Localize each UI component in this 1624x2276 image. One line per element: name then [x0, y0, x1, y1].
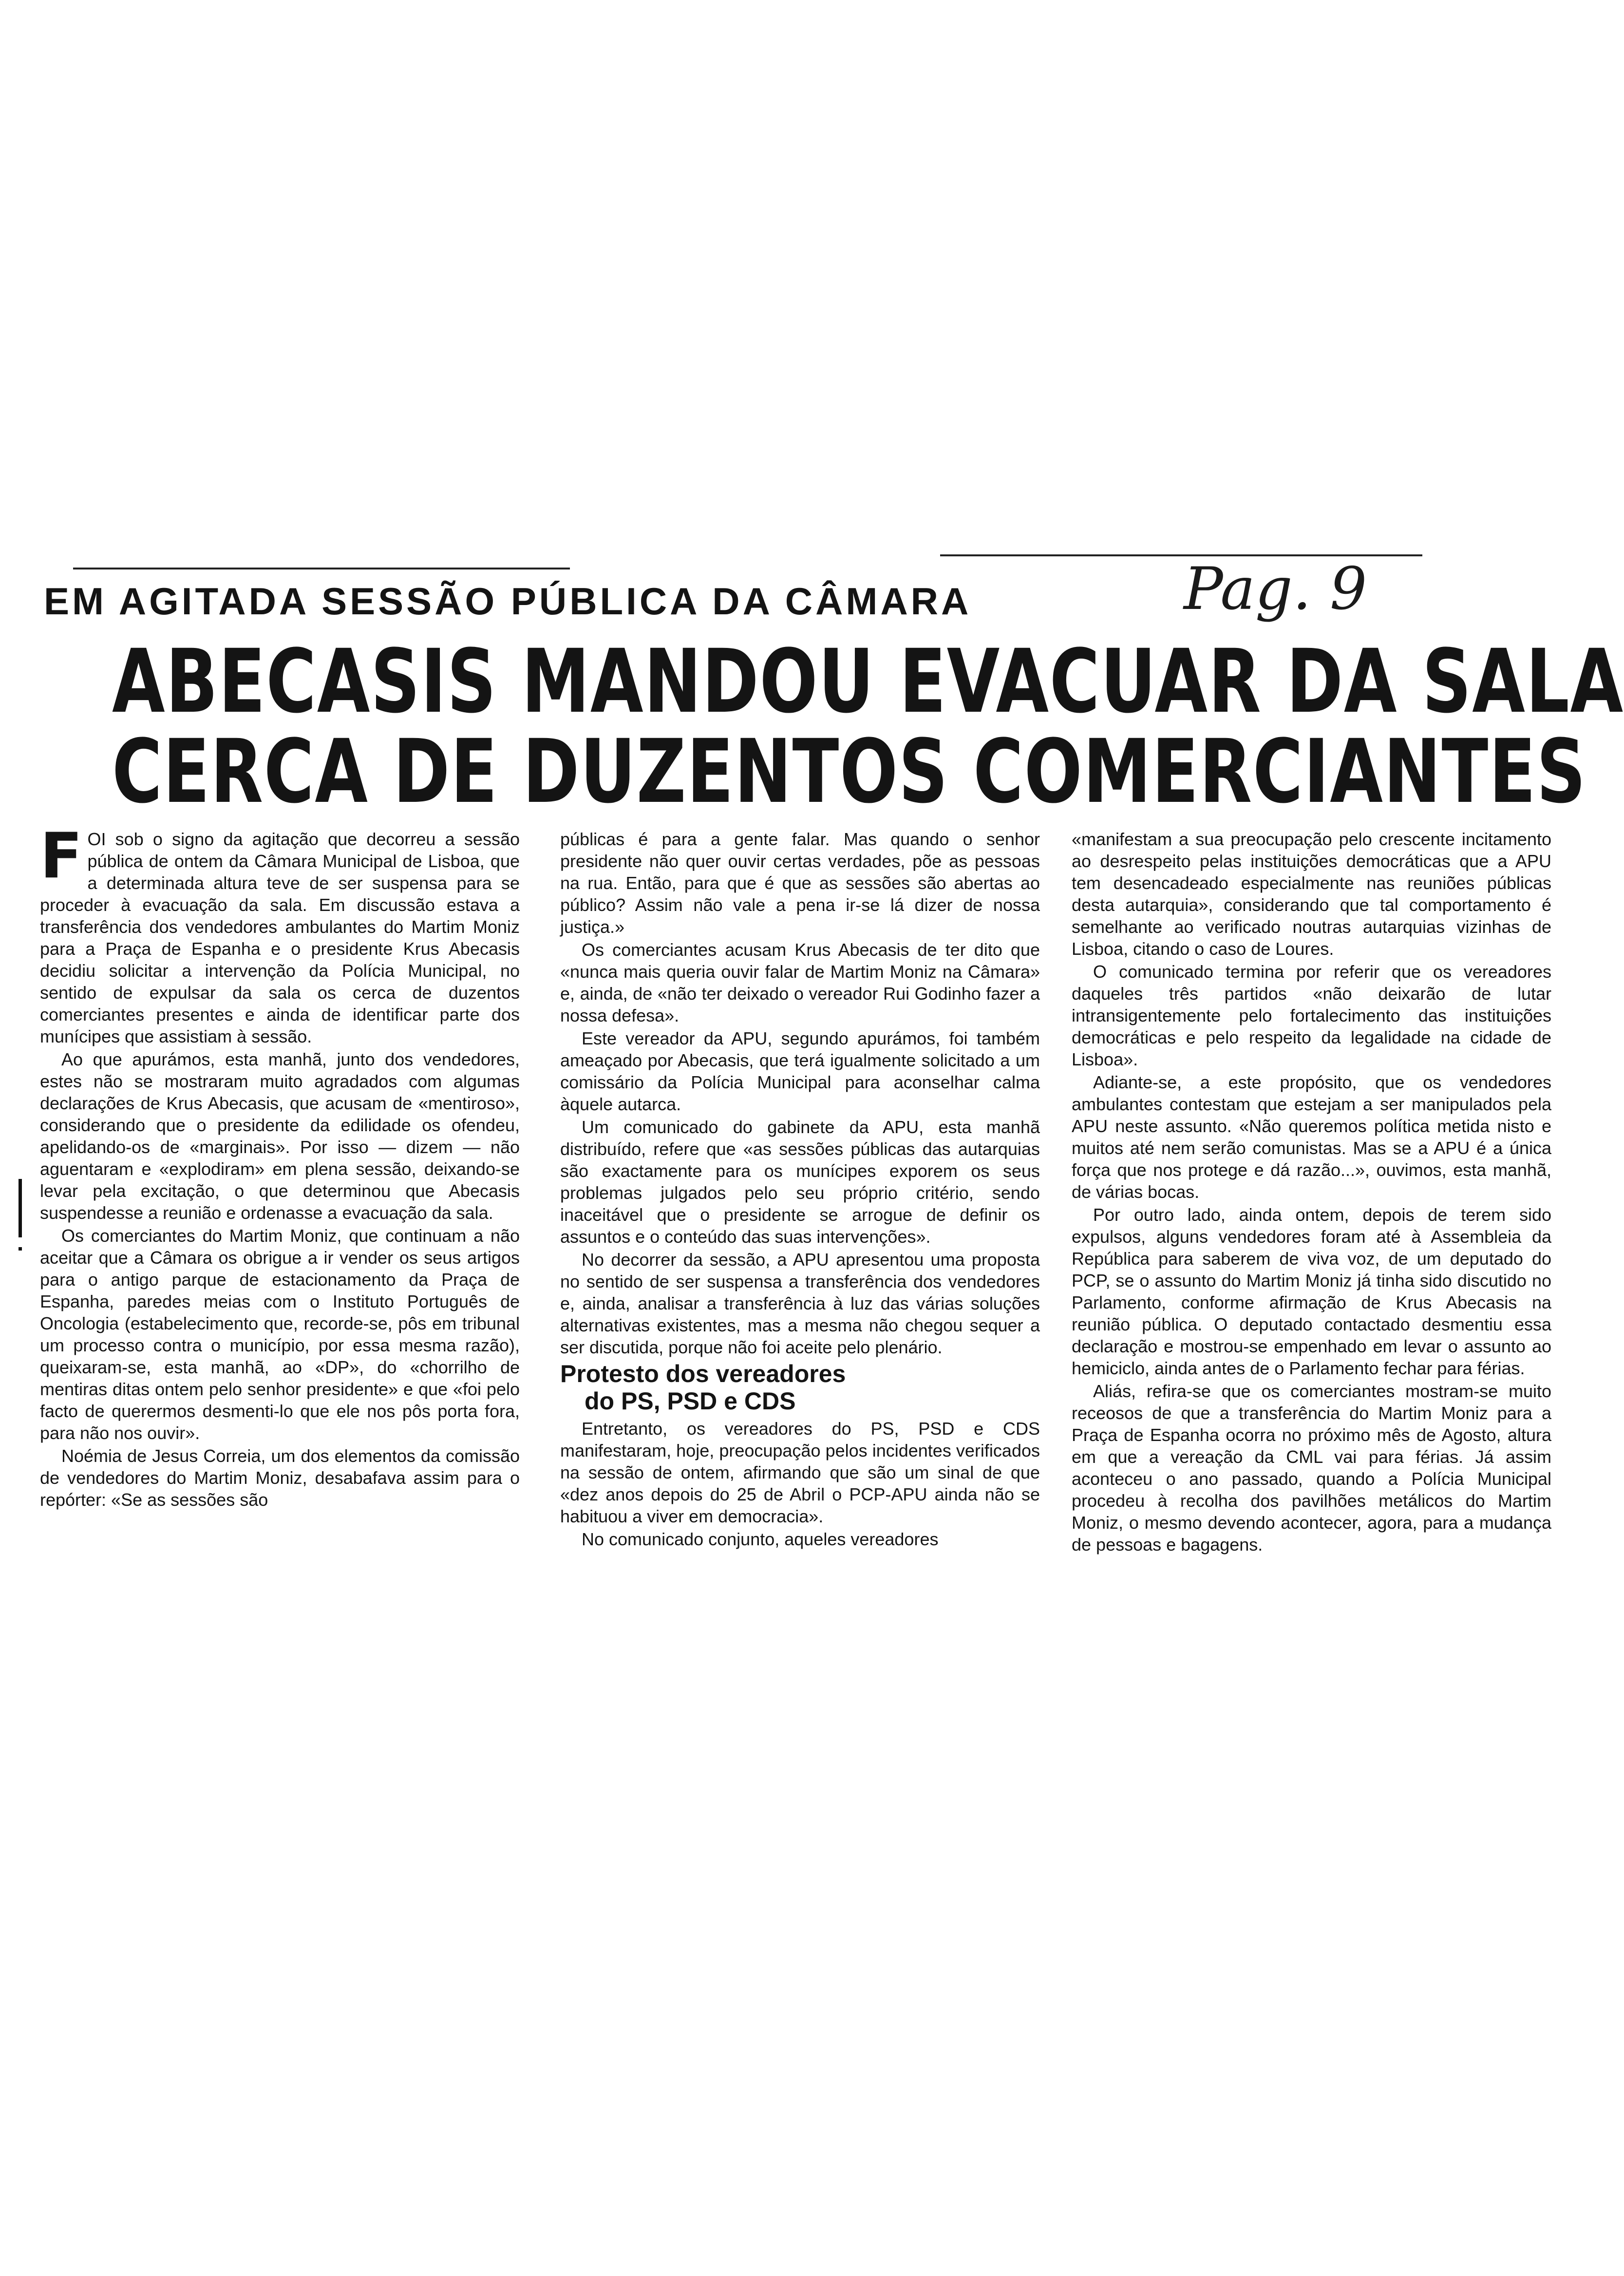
- paragraph-text: OI sob o signo da agitação que decorreu a sessão pública de ontem da Câmara Municipal de Lisboa, que a determinada altura teve de ser suspensa para se proceder à evacuação da sala. Em discussão estava a transferência dos vendedores ambulantes do Martim Moniz para a Praça de Espanha e o presidente Krus Abecasis decidiu solicitar a intervenção da Polícia Municipal, no sentido de expulsar da sala os cerca de duzentos comerciantes presentes e ainda de identificar parte dos munícipes que assistiam à sessão.: [40, 829, 520, 1046]
- paragraph: Noémia de Jesus Correia, um dos elementos da comissão de vendedores do Martim Moniz, desabafava assim para o repórter: «Se as sessões são: [40, 1446, 520, 1510]
- top-rule-left: [73, 568, 570, 569]
- subheading: [560, 1360, 1040, 1415]
- paragraph: O comunicado termina por referir que os vereadores daqueles três partidos «não deixarão de lutar intransigentemente pelo fortalecimento das instituições democráticas e pelo respeito da legalidade na cidade de Lisboa».: [1072, 962, 1551, 1069]
- paragraph: Por outro lado, ainda ontem, depois de terem sido expulsos, alguns vendedores foram até à Assembleia da República para saberem de viva voz, de um deputado do PCP, se o assunto do Martim Moniz já tinha sido discutido no Parlamento, conforme afirmação de Krus Abecasis na reunião pública. O deputado contactado desmentiu essa declaração e mostrou-se empenhado em levar o assunto ao hemiciclo, ainda antes de o Parlamento fechar para férias.: [1072, 1205, 1551, 1378]
- kicker: EM AGITADA SESSÃO PÚBLICA DA CÂMARA: [44, 580, 972, 623]
- paragraph: Um comunicado do gabinete da APU, esta manhã distribuído, refere que «as sessões públicas das autarquias são exactamente para os munícipes exporem os seus problemas julgados pelo seu próprio critério, sendo inaceitável que o presidente se arrogue de definir os assuntos e o conteúdo das suas intervenções».: [560, 1117, 1040, 1247]
- paragraph: Ao que apurámos, esta manhã, junto dos vendedores, estes não se mostraram muito agradados com algumas declarações de Krus Abecasis, que acusam de «mentiroso», considerando que o presidente da edilidade os ofendeu, apelidando-os de «marginais». Por isso — dizem — não aguentaram e «explodiram» em plena sessão, deixando-se levar pela excitação, o que determinou que Abecasis suspendesse a reunião e ordenasse a evacuação da sala.: [40, 1049, 520, 1223]
- column-1: [40, 820, 520, 1520]
- subheading-line-1: Protesto dos vereadores: [560, 1360, 846, 1387]
- paragraph: [40, 820, 520, 1047]
- paragraph: Os comerciantes acusam Krus Abecasis de ter dito que «nunca mais queria ouvir falar de Martim Moniz na Câmara» e, ainda, de «não ter deixado o vereador Rui Godinho fazer a nossa defesa».: [560, 940, 1040, 1025]
- paragraph: públicas é para a gente falar. Mas quando o senhor presidente não quer ouvir certas verdades, põe as pessoas na rua. Então, para que é que as sessões são abertas ao público? Assim não vale a pena ir-se lá dizer de nossa justiça.»: [560, 829, 1040, 937]
- headline-line-2: CERCA DE DUZENTOS COMERCIANTES: [112, 721, 1587, 823]
- paragraph: Aliás, refira-se que os comerciantes mostram-se muito receosos de que a transferência do Martim Moniz para a Praça de Espanha ocorra no próximo mês de Agosto, altura em que a vereação da CML vai para férias. Já assim aconteceu o ano passado, quando a Polícia Municipal procedeu à recolha dos pavilhões metálicos do Martim Moniz, o mesmo devendo acontecer, agora, para a mudança de pessoas e bagagens.: [1072, 1381, 1551, 1555]
- column-3: [1072, 828, 1551, 1555]
- paragraph: No comunicado conjunto, aqueles vereadores: [582, 1529, 939, 1549]
- column-2: [560, 828, 1040, 1549]
- paragraph: Este vereador da APU, segundo apurámos, foi também ameaçado por Abecasis, que terá igualmente solicitado a um comissário da Polícia Municipal para aconselhar calma àquele autarca.: [560, 1028, 1040, 1114]
- paragraph: No decorrer da sessão, a APU apresentou uma proposta no sentido de ser suspensa a transferência dos vendedores e, ainda, analisar a transferência à luz das várias soluções alternativas existentes, mas a mesma não chegou sequer a ser discutida, porque não foi aceite pelo plenário.: [560, 1250, 1040, 1357]
- dropcap: F: [40, 820, 83, 892]
- handwritten-page-note: Pag. 9: [1184, 555, 1367, 623]
- paragraph: Entretanto, os vereadores do PS, PSD e CDS manifestaram, hoje, preocupação pelos incidentes verificados na sessão de ontem, afirmando que são um sinal de que «dez anos depois do 25 de Abril o PCP-APU ainda não se habituou a viver em democracia».: [560, 1419, 1040, 1526]
- subheading-line-2: do PS, PSD e CDS: [585, 1387, 796, 1415]
- margin-mark-dot: [19, 1247, 22, 1251]
- margin-mark: [19, 1179, 22, 1237]
- paragraph: Os comerciantes do Martim Moniz, que continuam a não aceitar que a Câmara os obrigue a ir vender os seus artigos para o antigo parque de estacionamento da Praça de Espanha, paredes meias com o Instituto Português de Oncologia (estabelecimento que, recorde-se, pôs em tribunal um processo contra o município, por essa mesma razão), queixaram-se, esta manhã, ao «DP», do «chorrilho de mentiras ditas ontem pelo senhor presidente» e que «foi pelo facto de querermos desmenti-lo que ele nos pôs porta fora, para não nos ouvir».: [40, 1226, 520, 1443]
- paragraph: Adiante-se, a este propósito, que os vendedores ambulantes contestam que estejam a ser manipulados pela APU neste assunto. «Não queremos política metida nisto e muitos até nem serão comunistas. Mas se a APU é a única força que nos protege e dá razão...», ouvimos, esta manhã, de várias bocas.: [1072, 1072, 1551, 1202]
- headline-line-1: ABECASIS MANDOU EVACUAR DA SALA: [112, 631, 1624, 733]
- paragraph: «manifestam a sua preocupação pelo crescente incitamento ao desrespeito pelas instituições democráticas que a APU tem desencadeado especialmente nas reuniões públicas desta autarquia», considerando que tal comportamento é semelhante ao verificado noutras autarquias vizinhas de Lisboa, citando o caso de Loures.: [1072, 829, 1551, 959]
